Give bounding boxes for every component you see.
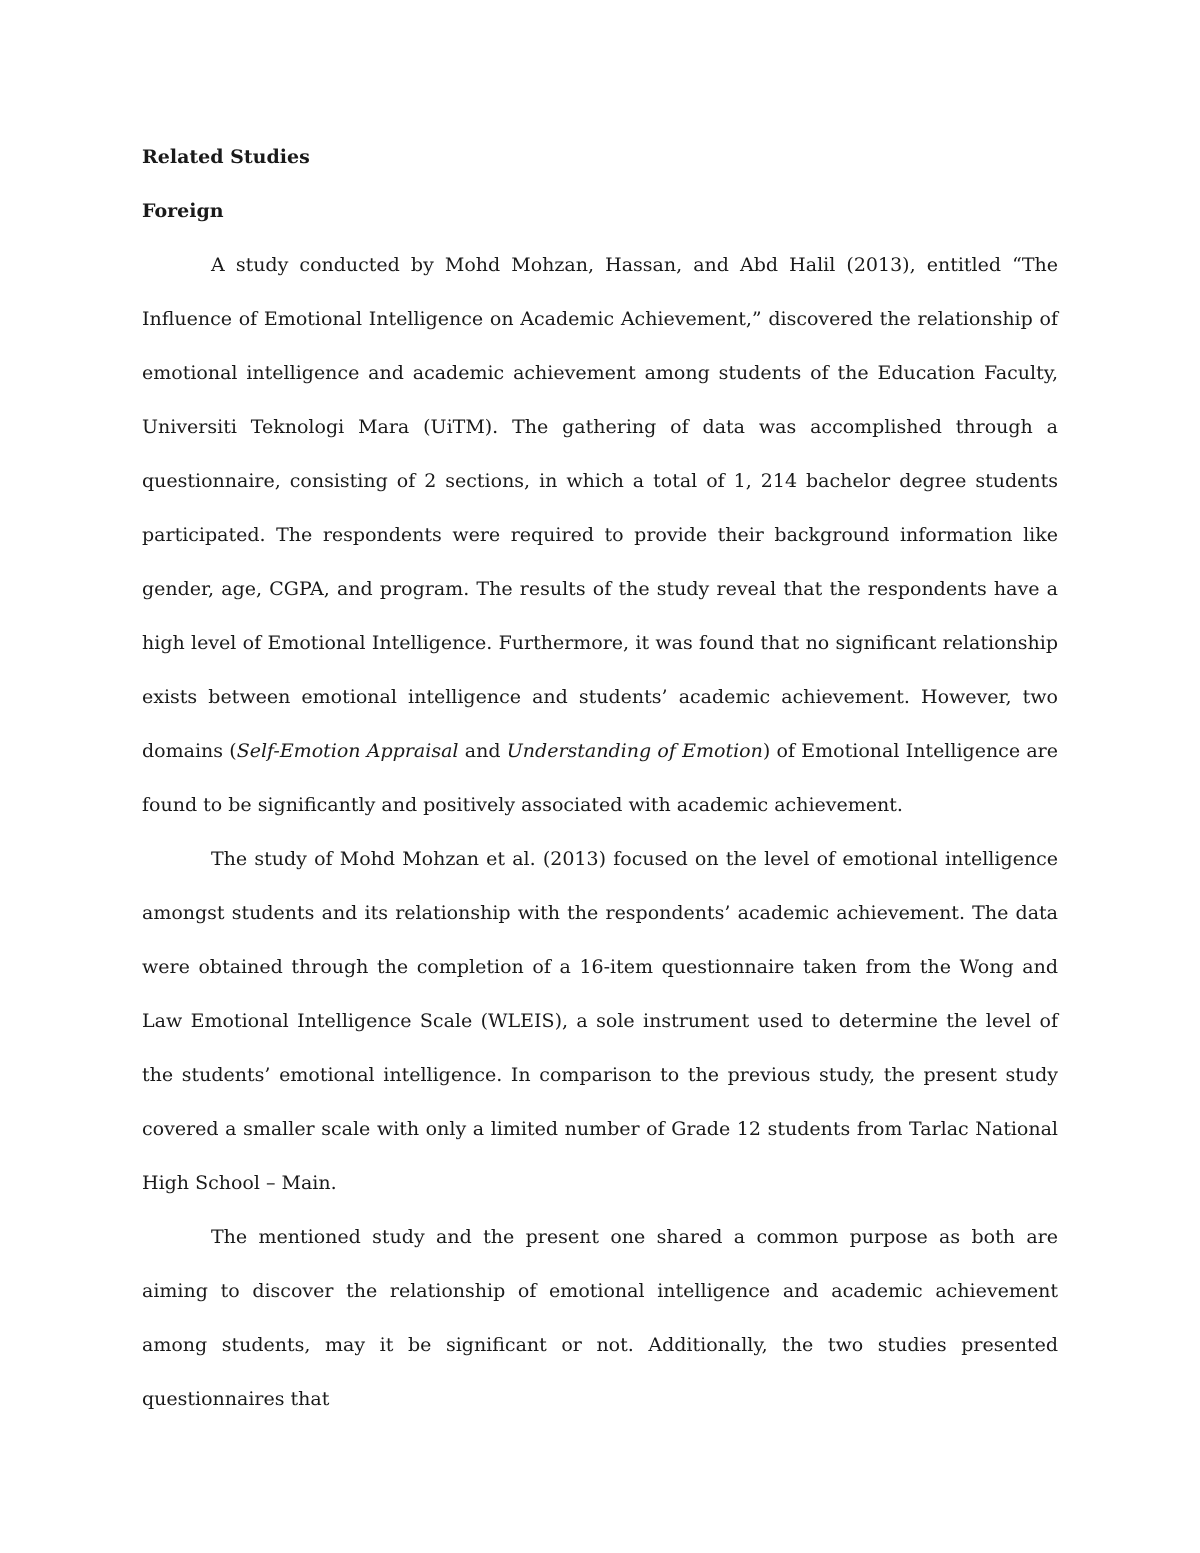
- section-heading: Related Studies: [142, 146, 310, 168]
- paragraph-3: The mentioned study and the present one shared a common purpose as both are aiming to discover the relationship of emotional intelligence and academic achievement among students, may it be significant or not. Additionally, the two studies presented questionnaires that: [142, 1226, 1058, 1410]
- paragraph-1: [142, 238, 1058, 832]
- paragraph-1-text-a: A study conducted by Mohd Mohzan, Hassan, and Abd Halil (2013), entitled “The Influence of Emotional Intelligence on Academic Achievement,” discovered the relationship of emotional intelligence and academic achievement among students of the Education Faculty, Universiti Teknologi Mara (UiTM). The gathering of data was accomplished through a questionnaire, consisting of 2 sections, in which a total of 1, 214 bachelor degree students participated. The respondents were required to provide their background information like gender, age, CGPA, and program. The results of the study reveal that the respondents have a high level of Emotional Intelligence. Furthermore, it was found that no significant relationship exists between emotional intelligence and students’ academic achievement. However, two domains (: [142, 254, 1058, 762]
- paragraph-1-text-c: ) of Emotional Intelligence are found to be significantly and positively associated with academic achievement.: [142, 740, 1058, 816]
- paragraph-2: The study of Mohd Mohzan et al. (2013) focused on the level of emotional intelligence amongst students and its relationship with the respondents’ academic achievement. The data were obtained through the completion of a 16-item questionnaire taken from the Wong and Law Emotional Intelligence Scale (WLEIS), a sole instrument used to determine the level of the students’ emotional intelligence. In comparison to the previous study, the present study covered a smaller scale with only a limited number of Grade 12 students from Tarlac National High School – Main.: [142, 848, 1058, 1194]
- paragraph-1-italic-1: Self-Emotion Appraisal: [236, 740, 459, 762]
- paragraph-1-text-b: and: [458, 740, 507, 762]
- subsection-heading: Foreign: [142, 200, 224, 222]
- document-body: [142, 130, 1058, 1426]
- paragraph-1-italic-2: Understanding of Emotion: [506, 740, 763, 762]
